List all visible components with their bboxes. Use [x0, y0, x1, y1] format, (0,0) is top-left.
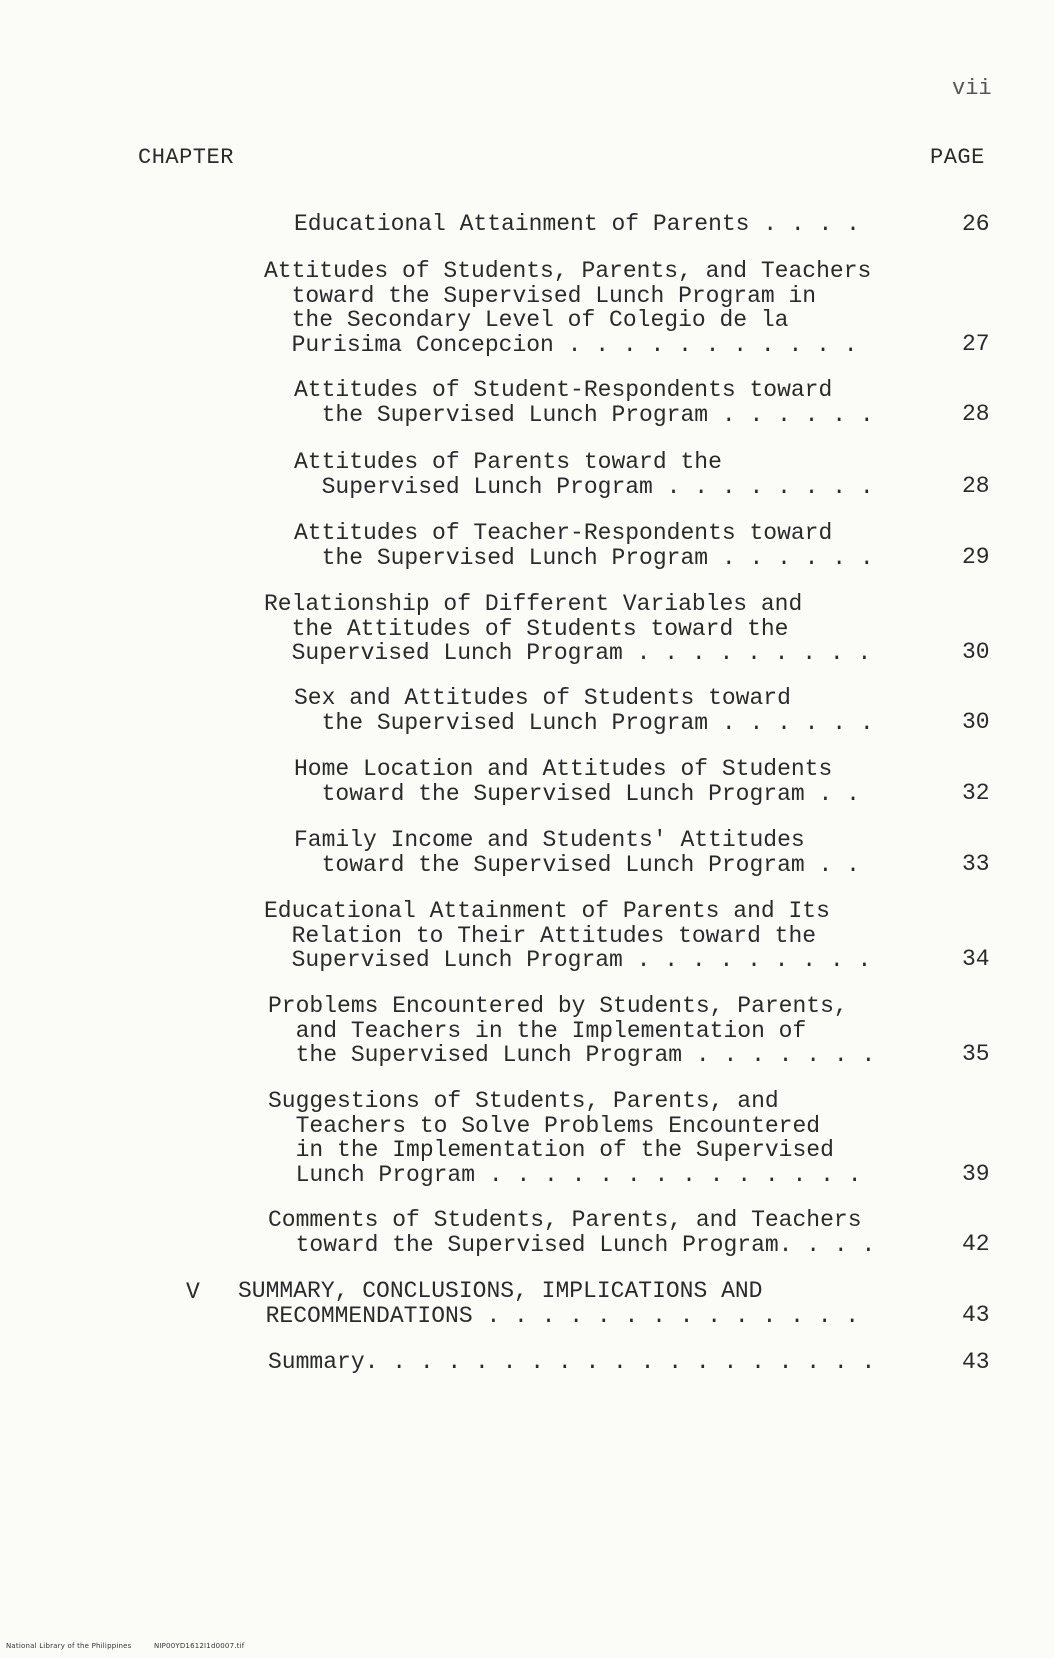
chapter-numeral: V	[186, 1279, 200, 1305]
library-credit: National Library of the Philippines	[6, 1642, 132, 1650]
toc-entry-line: in the Implementation of the Supervised	[268, 1137, 834, 1163]
toc-entry-line: the Supervised Lunch Program . . . . . .	[294, 544, 874, 571]
toc-entry-page: 30	[962, 639, 990, 665]
toc-entry	[268, 1089, 868, 1187]
toc-entry-line: Attitudes of Parents toward the	[294, 449, 722, 475]
toc-entry-line: toward the Supervised Lunch Program. . . .	[268, 1231, 876, 1258]
chapter-column-header: CHAPTER	[138, 145, 234, 170]
toc-entry-line: Attitudes of Students, Parents, and Teachers	[264, 258, 872, 284]
toc-entry	[268, 993, 876, 1068]
toc-entry-line: Educational Attainment of Parents . . . .	[294, 211, 860, 237]
toc-entry	[294, 212, 894, 237]
toc-entry-page: 29	[962, 544, 990, 570]
toc-entry-line: Supervised Lunch Program . . . . . . . .	[294, 473, 874, 500]
toc-entry	[294, 450, 894, 499]
toc-entry	[238, 1278, 860, 1329]
toc-entry-page: 32	[962, 780, 990, 806]
toc-entry-page: 27	[962, 331, 990, 357]
toc-entry-line: Comments of Students, Parents, and Teachers	[268, 1207, 862, 1233]
toc-entry-line: Home Location and Attitudes of Students	[294, 756, 833, 782]
toc-entry-line: the Attitudes of Students toward the	[264, 615, 789, 642]
toc-entry-line: Supervised Lunch Program . . . . . . . . .	[264, 640, 872, 666]
toc-entry-page: 28	[962, 473, 990, 499]
toc-entry-line: Family Income and Students' Attitudes	[294, 827, 805, 853]
toc-entry-line: toward the Supervised Lunch Program . .	[294, 780, 860, 807]
toc-entry-line: Supervised Lunch Program . . . . . . . . .	[264, 947, 872, 973]
toc-entry-line: Lunch Program . . . . . . . . . . . . . .	[268, 1161, 862, 1188]
toc-entry-line: Summary. . . . . . . . . . . . . . . . . . .	[268, 1349, 876, 1375]
toc-entry	[294, 378, 894, 427]
toc-entry	[268, 1349, 876, 1375]
toc-entry-line: RECOMMENDATIONS . . . . . . . . . . . . . .	[238, 1302, 860, 1329]
toc-entry	[294, 757, 894, 806]
toc-entry-page: 34	[962, 946, 990, 972]
toc-entry-line: the Supervised Lunch Program . . . . . .	[294, 401, 874, 428]
toc-entry	[264, 591, 872, 666]
toc-entry-line: Sex and Attitudes of Students toward	[294, 685, 791, 711]
scan-filename: NIP00YD1612I1d0007.tif	[153, 1642, 245, 1650]
toc-entry-line: Relation to Their Attitudes toward the	[264, 922, 817, 949]
toc-entry-page: 30	[962, 709, 990, 735]
page-column-header: PAGE	[930, 145, 985, 170]
toc-entry-page: 35	[962, 1041, 990, 1067]
toc-entry	[294, 828, 894, 877]
toc-entry	[268, 1207, 876, 1258]
toc-entry-line: toward the Supervised Lunch Program in	[264, 282, 817, 309]
toc-entry	[294, 686, 894, 735]
toc-entry-line: Suggestions of Students, Parents, and	[268, 1088, 779, 1114]
toc-entry-line: SUMMARY, CONCLUSIONS, IMPLICATIONS AND	[238, 1278, 763, 1304]
toc-entry-page: 28	[962, 401, 990, 427]
toc-entry-line: the Supervised Lunch Program . . . . . . .	[268, 1042, 876, 1068]
toc-entry-line: Problems Encountered by Students, Parents,	[268, 993, 848, 1019]
toc-entry-line: Relationship of Different Variables and	[264, 591, 803, 617]
page-number: vii	[952, 76, 992, 101]
toc-entry-line: and Teachers in the Implementation of	[268, 1017, 807, 1044]
toc-entry-line: Educational Attainment of Parents and Its	[264, 898, 830, 924]
toc-entry-line: Attitudes of Teacher-Respondents toward	[294, 520, 833, 546]
toc-entry-line: toward the Supervised Lunch Program . .	[294, 851, 860, 878]
toc-entry-page: 39	[962, 1161, 990, 1187]
toc-entry-page: 42	[962, 1231, 990, 1257]
toc-entry-line: the Secondary Level of Colegio de la	[264, 307, 789, 333]
toc-entry	[294, 521, 894, 570]
toc-entry-line: Attitudes of Student-Respondents toward	[294, 377, 833, 403]
toc-entry-line: Teachers to Solve Problems Encountered	[268, 1112, 821, 1139]
scan-footer	[6, 1642, 264, 1650]
toc-entry	[264, 898, 872, 973]
toc-entry-page: 26	[962, 211, 990, 237]
toc-entry	[264, 258, 872, 358]
toc-entry-line: Purisima Concepcion . . . . . . . . . . .	[264, 331, 858, 358]
toc-entry-page: 43	[962, 1302, 990, 1328]
toc-entry-page: 43	[962, 1349, 990, 1375]
toc-entry-line: the Supervised Lunch Program . . . . . .	[294, 709, 874, 736]
toc-entry-page: 33	[962, 851, 990, 877]
